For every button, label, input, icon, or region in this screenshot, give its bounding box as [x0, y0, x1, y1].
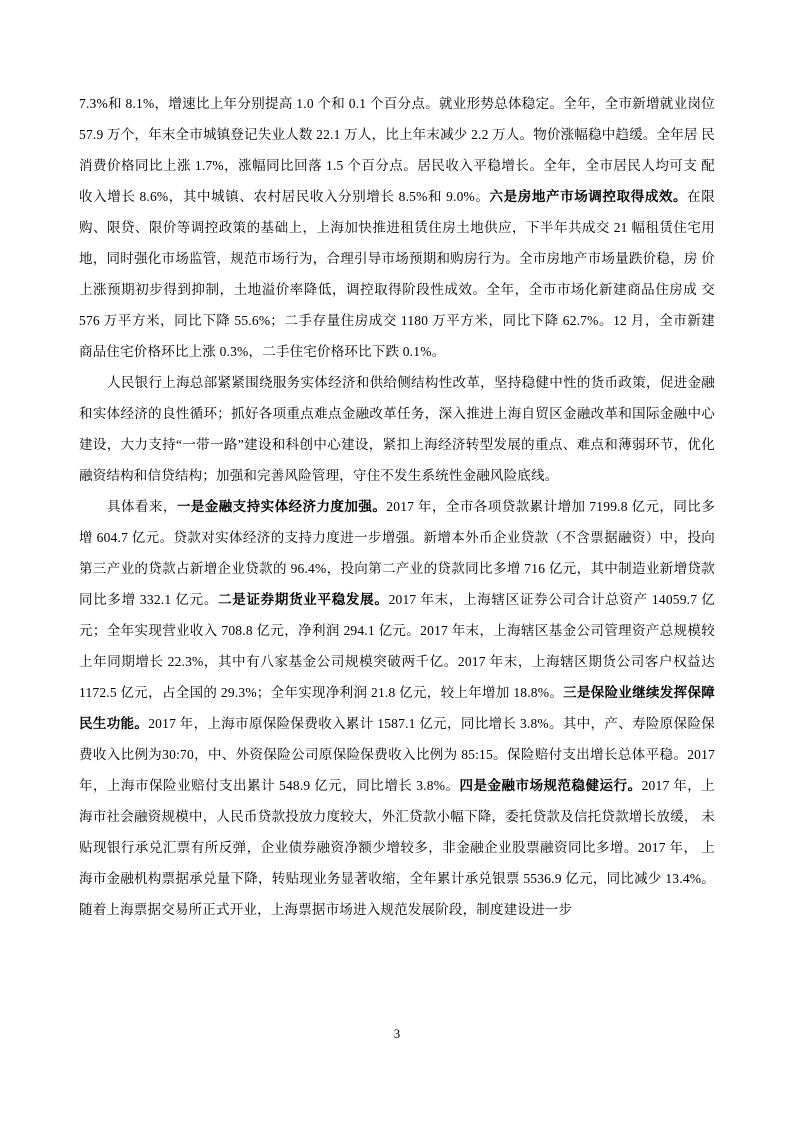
text-run: 人民银行上海总部紧紧围绕服务实体经济和供给侧结构性改革，坚持稳健中性的货币政策，促进金融和实体经济的良性循环；抓好各项重点难点金融改革任务，深入推进上海自贸区金融改革和国际金融中心建设，大力支持“一带一路”建设和科创中心建设，紧扣上海经济转型发展的重点、难点和薄弱环节，优化融资结构和信贷结构；加强和完善风险管理，守住不发生系统性金融风险底线。	[79, 375, 715, 483]
document-body	[79, 88, 715, 925]
emphasis-run: 三是保险业继续发挥保障 民生功能。	[79, 685, 715, 731]
emphasis-run: 四是金融市场规范稳健运行。	[459, 778, 642, 793]
paragraph-2	[79, 367, 715, 491]
paragraph-1	[79, 88, 715, 367]
text-run: 2017 年末，上海辖区证券公司合计总资产 14059.7 亿 元；全年实现营业收入 708.8 亿元，净利润 294.1 亿元。2017 年末，上海辖区基金公司管理资产总规模较 上年同期增长 22.3%，其中有八家基金公司规模突破两千亿。2017 年末，上海辖区期货公司客户权益达 1172.5 亿元，占全国的 29.3%；全年实现净利润 21.8 亿元，较上年增加 18.8%。	[79, 592, 715, 700]
text-run: 2017 年，全市各项贷款累计增加 7199.8 亿元，同比多增 604.7 亿元。贷款对实体经济的支持力度进一步增强。新增本外币企业贷款（不含票据融资）中，投向第三产业的贷款占新增企业贷款的 96.4%，投向第二产业的贷款同比多增 716 亿元，其中制造业新增贷款同比多增 332.1 亿元。	[79, 499, 716, 607]
text-run: 2017 年，上 海市社会融资规模中，人民币贷款投放力度较大，外汇贷款小幅下降，委托贷款及信托贷款增长放缓， 未贴现银行承兑汇票有所反弹，企业债券融资净额少增较多，非金融企业股票融资同比多增。2017 年， 上海市金融机构票据承兑量下降，转贴现业务显著收缩，全年累计承兑银票 5536.9 亿元，同比减少 13.4%。 随着上海票据交易所正式开业，上海票据市场进入规范发展阶段，制度建设进一步	[79, 778, 715, 917]
paragraph-3	[79, 491, 715, 925]
emphasis-run: 一是金融支持实体经济力度加强。	[176, 499, 387, 514]
text-run: 在限 购、限贷、限价等调控政策的基础上，上海加快推进租赁住房土地供应，下半年共成交 21 幅租赁住宅用 地，同时强化市场监管，规范市场行为，合理引导市场预期和购房行为。全市房地产市场量跌价稳，房 价上涨预期初步得到抑制，土地溢价率降低，调控取得阶段性成效。全年，全市市场化新建商品住房成 交 576 万平方米，同比下降 55.6%；二手存量住房成交 1180 万平方米，同比下降 62.7%。12 月，全市新建 商品住宅价格环比上涨 0.3%，二手住宅价格环比下跌 0.1%。	[79, 189, 715, 359]
page-number: 3	[393, 1027, 401, 1041]
text-run: 具体看来，	[107, 499, 177, 514]
text-run: 2017 年，上海市原保险保费收入累计 1587.1 亿元，同比增长 3.8%。其中，产、寿险原保险保 费收入比例为30:70，中、外资保险公司原保险保费收入比例为 85:15。保险赔付支出增长总体平稳。2017 年，上海市保险业赔付支出累计 548.9 亿元，同比增长 3.8%。	[79, 716, 716, 793]
emphasis-run: 六是房地产市场调控取得成效。	[489, 189, 688, 204]
emphasis-run: 二是证券期货业平稳发展。	[218, 592, 389, 607]
text-run: 7.3%和 8.1%，增速比上年分别提高 1.0 个和 0.1 个百分点。就业形势总体稳定。全年，全市新增就业岗位 57.9 万个，年末全市城镇登记失业人数 22.1 万人，比上年末减少 2.2 万人。物价涨幅稳中趋缓。全年居 民消费价格同比上涨 1.7%，涨幅同比回落 1.5 个百分点。居民收入平稳增长。全年，全市居民人均可支 配收入增长 8.6%，其中城镇、农村居民收入分别增长 8.5%和 9.0%。	[79, 96, 715, 204]
